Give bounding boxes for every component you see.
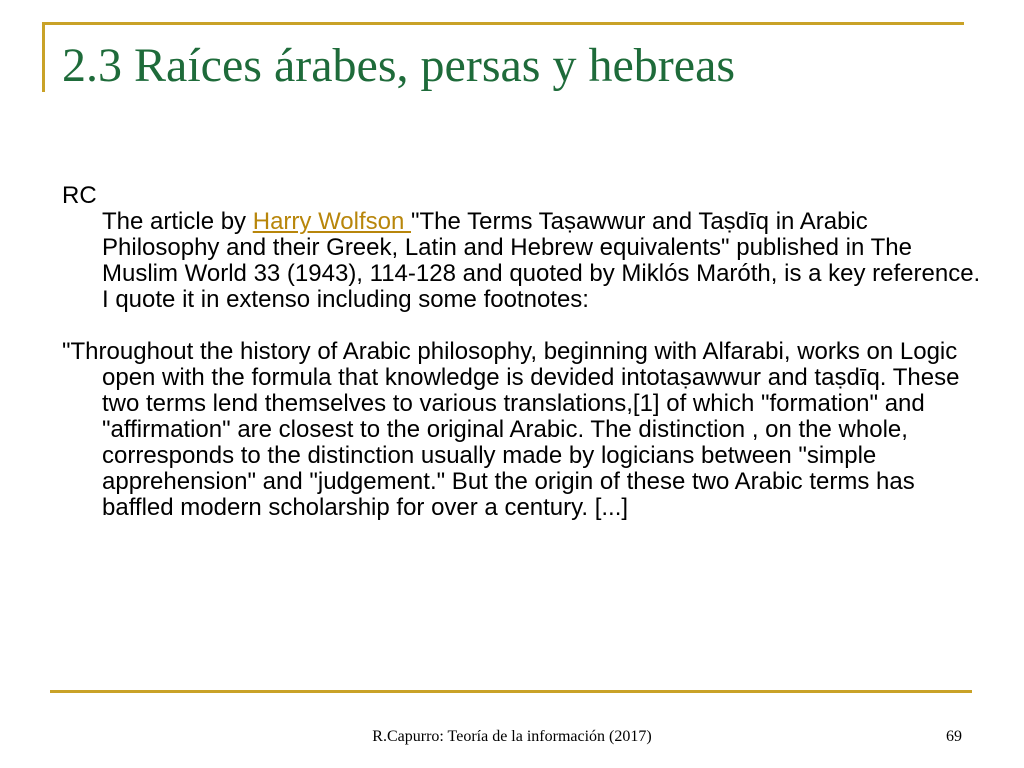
intro-text-after: "The Terms Taṣawwur and Taṣdīq in Arabic Philosophy and their Greek, Latin and Hebrew equivalents" published in The Muslim World 33 (1943), 114-128 and quoted by Miklós Maróth, is a key reference. I quote it in extenso including some footnotes:: [102, 208, 981, 313]
author-initials: RC: [62, 182, 97, 209]
paragraph-quote: "Throughout the history of Arabic philosophy, beginning with Alfarabi, works on Logic open with the formula that knowledge is devided intotaṣawwur and taṣdīq. These two terms lend themselves to various translations,[1] of which "formation" and "affirmation" are closest to the original Arabic. The distinction , on the whole, corresponds to the distinction usually made by logicians between "simple apprehension" and "judgement." But the origin of these two Arabic terms has baffled modern scholarship for over a century. [...]: [62, 338, 960, 521]
top-frame-rule: [42, 22, 964, 25]
footer-rule: [50, 690, 972, 693]
harry-wolfson-link[interactable]: Harry Wolfson: [252, 208, 411, 235]
paragraph-intro: [62, 183, 982, 313]
intro-text-before: The article by: [102, 208, 253, 235]
page-number: 69: [946, 728, 962, 745]
slide-title: 2.3 Raíces árabes, persas y hebreas: [62, 39, 736, 92]
footer-text: R.Capurro: Teoría de la información (2017): [372, 728, 652, 745]
slide-body: [62, 183, 982, 547]
left-frame-rule: [42, 22, 45, 92]
